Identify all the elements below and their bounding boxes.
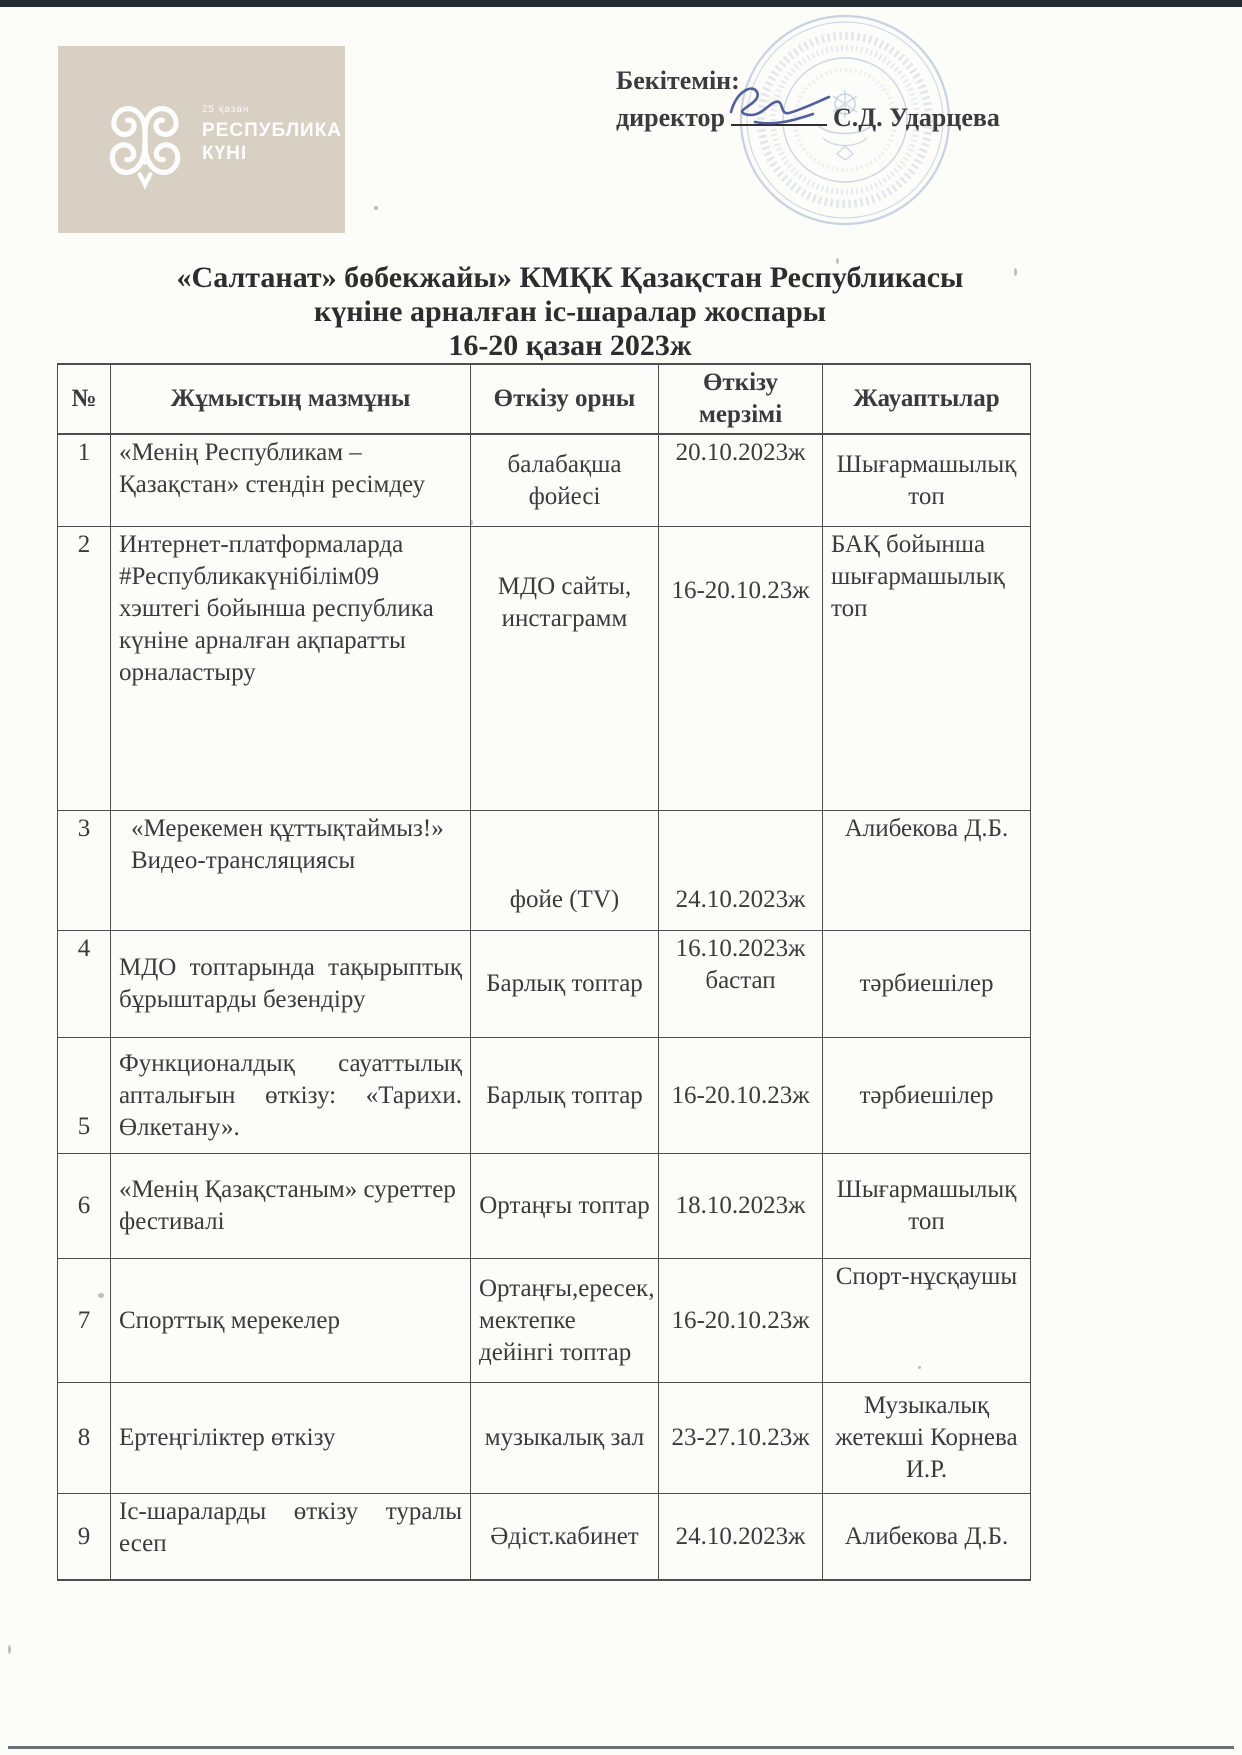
row-number: 3	[58, 811, 111, 931]
row-place: фойе (TV)	[471, 811, 659, 931]
header-date: Өткізу мерзімі	[659, 364, 823, 434]
header-content: Жұмыстың мазмұны	[111, 364, 471, 434]
row-content: «Менің Қазақстаным» суреттер фестивалі	[111, 1154, 471, 1259]
row-number: 8	[58, 1383, 111, 1494]
row-number: 1	[58, 434, 111, 527]
title-line1: «Салтанат» бөбекжайы» КМҚК Қазақстан Республикасы	[176, 261, 964, 294]
row-content: Функционалдық сауаттылық апталығын өткізу: «Тарихи. Өлкетану».	[111, 1038, 471, 1154]
row-number: 2	[58, 527, 111, 811]
header-resp: Жауаптылар	[823, 364, 1031, 434]
logo-date: 25 қазан	[202, 104, 250, 115]
row-number: 5	[58, 1038, 111, 1154]
row-number: 9	[58, 1494, 111, 1581]
scan-speck	[8, 1645, 11, 1654]
row-place: Әдіст.кабинет	[471, 1494, 659, 1581]
row-number: 7	[58, 1259, 111, 1383]
row-responsible: тәрбиешілер	[823, 931, 1031, 1038]
row-date: 16.10.2023ж бастап	[659, 931, 823, 1038]
row-date: 16-20.10.23ж	[659, 1038, 823, 1154]
approval-block	[616, 64, 1000, 135]
table-row	[58, 1038, 1031, 1154]
approval-label: Бекітемін:	[616, 66, 740, 95]
row-content: МДО топтарында тақырыптық бұрыштарды безендіру	[111, 931, 471, 1038]
logo-line1: РЕСПУБЛИКА	[202, 120, 343, 141]
republic-day-logo	[58, 46, 345, 233]
row-content: «Менің Республикам – Қазақстан» стендін ресімдеу	[111, 434, 471, 527]
row-content: «Мерекемен құттықтаймыз!» Видео-трансляциясы	[111, 811, 471, 931]
table-row	[58, 1494, 1031, 1581]
row-place: Ортаңғы,ересек, мектепке дейінгі топтар	[471, 1259, 659, 1383]
logo-text	[202, 104, 342, 165]
signature-icon	[721, 72, 843, 130]
row-content: Интернет-платформаларда #Республикакүнібілім09 хэштегі бойынша республика күніне арналған ақпаратты орналастыру	[111, 527, 471, 811]
approval-role: директор	[616, 103, 726, 132]
row-date: 20.10.2023ж	[659, 434, 823, 527]
table-row	[58, 434, 1031, 527]
row-place: балабақша фойесі	[471, 434, 659, 527]
row-date: 24.10.2023ж	[659, 1494, 823, 1581]
events-plan-table	[57, 363, 1031, 1581]
row-responsible: БАҚ бойынша шығармашылық топ	[823, 527, 1031, 811]
row-date: 24.10.2023ж	[659, 811, 823, 931]
row-responsible: тәрбиешілер	[823, 1038, 1031, 1154]
row-content: Ертеңгіліктер өткізу	[111, 1383, 471, 1494]
row-date: 18.10.2023ж	[659, 1154, 823, 1259]
table-row	[58, 527, 1031, 811]
row-responsible: Шығармашылық топ	[823, 1154, 1031, 1259]
approval-signature-line	[616, 98, 1000, 135]
logo-line2: КҮНІ	[202, 143, 248, 164]
row-content: Спорттық мерекелер	[111, 1259, 471, 1383]
scan-edge-top	[0, 0, 1242, 7]
row-place: музыкалық зал	[471, 1383, 659, 1494]
row-content: Іс-шараларды өткізу туралы есеп	[111, 1494, 471, 1581]
page-title	[20, 261, 1120, 363]
header-num: №	[58, 364, 111, 434]
row-number: 4	[58, 931, 111, 1038]
table-row	[58, 931, 1031, 1038]
header-place: Өткізу орны	[471, 364, 659, 434]
table-row	[58, 811, 1031, 931]
row-responsible: Шығармашылық топ	[823, 434, 1031, 527]
approval-name: С.Д. Ударцева	[833, 103, 1000, 132]
kazakh-ornament-icon	[102, 94, 188, 190]
title-line3: 16-20 қазан 2023ж	[448, 329, 692, 362]
table-row	[58, 1383, 1031, 1494]
row-date: 23-27.10.23ж	[659, 1383, 823, 1494]
row-responsible: Алибекова Д.Б.	[823, 1494, 1031, 1581]
scan-edge-bottom	[8, 1746, 1234, 1749]
row-place: Барлық топтар	[471, 931, 659, 1038]
row-date: 16-20.10.23ж	[659, 1259, 823, 1383]
row-responsible: Музыкалық жетекші Корнева И.Р.	[823, 1383, 1031, 1494]
title-line2: күніне арналған іс-шаралар жоспары	[313, 295, 827, 328]
row-place: Барлық топтар	[471, 1038, 659, 1154]
row-place: Ортаңғы топтар	[471, 1154, 659, 1259]
row-number: 6	[58, 1154, 111, 1259]
table-row	[58, 1154, 1031, 1259]
row-responsible: Алибекова Д.Б.	[823, 811, 1031, 931]
signature-underline	[731, 98, 827, 126]
row-date: 16-20.10.23ж	[659, 527, 823, 811]
row-responsible: Спорт-нұсқаушы	[823, 1259, 1031, 1383]
table-header-row	[58, 364, 1031, 434]
scan-speck	[374, 206, 378, 210]
table-row	[58, 1259, 1031, 1383]
row-place: МДО сайты, инстаграмм	[471, 527, 659, 811]
